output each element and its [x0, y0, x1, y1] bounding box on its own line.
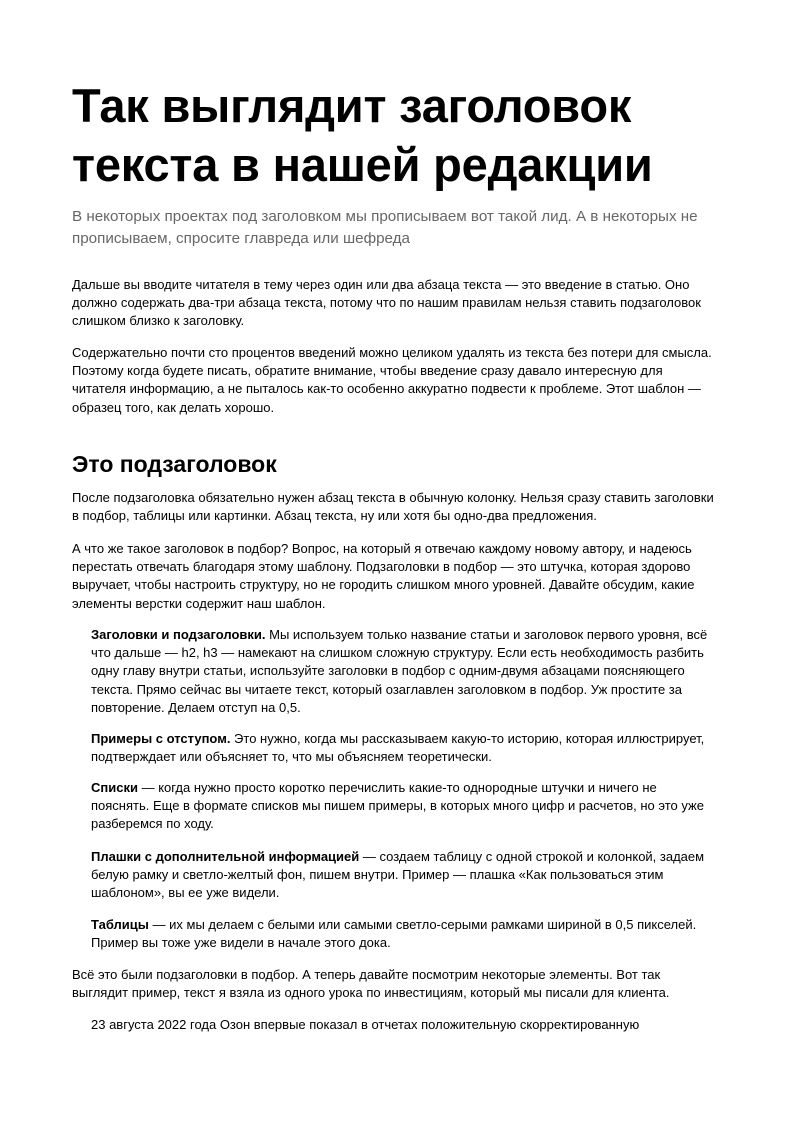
run-in-heading: Таблицы	[91, 917, 149, 932]
run-in-text: — создаем таблицу с одной строкой и колонкой, задаем белую рамку и светло-желтый фон, пишем внутри. Пример — плашка «Как пользоваться этим шаблоном», вы ее уже видели.	[91, 849, 705, 901]
page-title: Так выглядит заголовок текста в нашей редакции	[72, 79, 653, 191]
intro-paragraph-2: Содержательно почти сто процентов введений можно целиком удалять из текста без потери для смысла. Поэтому когда будете писать, обратите внимание, чтобы введение сразу давало интересную для читателя информацию, а не пыталось как-то особенно аккуратно подвести к проблеме. Этот шаблон — образец того, как делать хорошо.	[72, 345, 712, 415]
run-in-text: Это нужно, когда мы рассказываем какую-то историю, которая иллюстрирует, подтверждает или объясняет то, что мы объясняем теоретически.	[91, 731, 705, 765]
section-paragraph-2: А что же такое заголовок в подбор? Вопрос, на который я отвечаю каждому новому автору, и надеюсь перестать отвечать благодаря этому шаблону. Подзаголовки в подбор — это штучка, которая здорово выручает, чтобы настроить структуру, но не городить слишком много уровней. Давайте обсудим, какие элементы верстки содержит наш шаблон.	[72, 541, 695, 611]
run-in-heading: Плашки с дополнительной информацией	[91, 849, 360, 864]
run-in-heading: Списки	[91, 780, 138, 795]
run-in-heading: Заголовки и подзаголовки.	[91, 627, 266, 642]
run-in-text: — их мы делаем с белыми или самыми светло-серыми рамками шириной в 0,5 пикселей. Пример вы тоже уже видели в начале этого дока.	[91, 917, 697, 951]
example-paragraph: 23 августа 2022 года Озон впервые показал в отчетах положительную скорректированную	[91, 1017, 640, 1032]
closing-paragraph: Всё это были подзаголовки в подбор. А теперь давайте посмотрим некоторые элементы. Вот так выглядит пример, текст я взяла из одного урока по инвестициям, который мы писали для клиента.	[72, 967, 670, 1001]
run-in-item-tables	[72, 916, 721, 952]
intro-paragraph-1: Дальше вы вводите читателя в тему через один или два абзаца текста — это введение в статью. Оно должно содержать два-три абзаца текста, потому что по нашим правилам нельзя ставить подзаголовок слишком близко к заголовку.	[72, 277, 701, 329]
section-paragraph-1: После подзаголовка обязательно нужен абзац текста в обычную колонку. Нельзя сразу ставить заголовки в подбор, таблицы или картинки. Абзац текста, ну или хотя бы одно-два предложения.	[72, 490, 714, 524]
run-in-item-examples	[72, 730, 717, 766]
run-in-item-lists	[72, 779, 717, 834]
run-in-heading: Примеры с отступом.	[91, 731, 231, 746]
run-in-text: — когда нужно просто коротко перечислить какие-то однородные штучки и ничего не пояснять. Еще в формате списков мы пишем примеры, в которых много цифр и расчетов, но это уже разберемся по ходу.	[91, 780, 704, 832]
run-in-item-headings	[72, 626, 717, 717]
lead-paragraph: В некоторых проектах под заголовком мы прописываем вот такой лид. А в некоторых не прописываем, спросите главреда или шефреда	[72, 208, 698, 247]
run-in-item-callouts	[72, 848, 717, 903]
section-heading: Это подзаголовок	[72, 451, 277, 477]
run-in-text: Мы используем только название статьи и заголовок первого уровня, всё что дальше — h2, h3 — намекают на слишком сложную структуру. Если есть необходимость разбить одну главу внутри статьи, используйте заголовки в подбор с одним-двумя абзацами поясняющего текста. Прямо сейчас вы читаете текст, который озаглавлен заголовком в подбор. Уж простите за повторение. Делаем отступ на 0,5.	[91, 627, 708, 715]
